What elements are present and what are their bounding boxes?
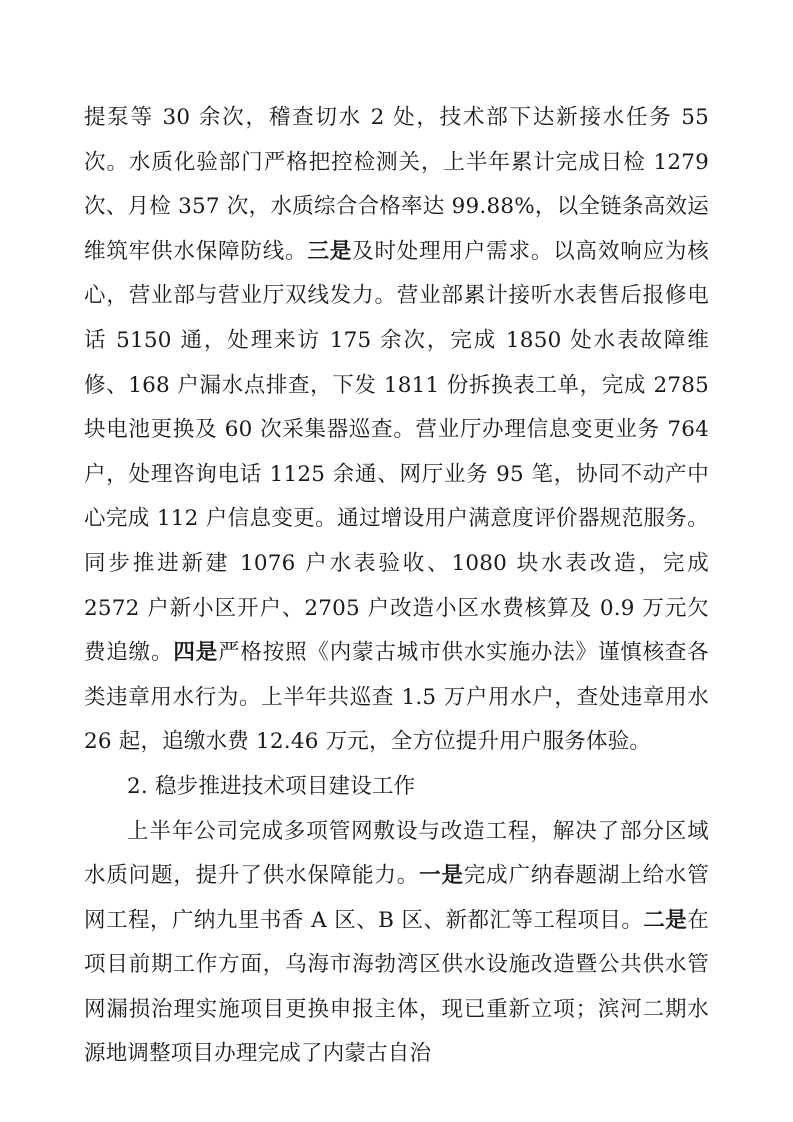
paragraph-text-7: 在项目前期工作方面，乌海市海勃湾区供水设施改造暨公共供水管网漏损治理实施项目更换申报主体，现已重新立项；滨河二期水源地调整项目办理完成了内蒙古自治: [84, 907, 709, 1067]
bold-lead-1: 一是: [419, 863, 464, 889]
document-body: [84, 96, 709, 1077]
paragraph-text-2: 及时处理用户需求。以高效响应为核心，营业部与营业厅双线发力。营业部累计接听水表售后报修电话 5150 通，处理来访 175 余次，完成 1850 处水表故障维修、168 户漏水点排查，下发 1811 份拆换表工单，完成 2785 块电池更换及 60 次采集器巡查。营业厅办理信息变更业务 764 户，处理咨询电话 1125 余通、网厅业务 95 笔，协同不动产中心完成 112 户信息变更。通过增设用户满意度评价器规范服务。同步推进新建 1076 户水表验收、1080 块水表改造，完成 2572 户新小区开户、2705 户改造小区水费核算及 0.9 万元欠费追缴。: [84, 238, 709, 666]
paragraph-text-5: 上半年公司完成多项管网敷设与改造工程，解决了部分区域水质问题，提升了供水保障能力。: [84, 818, 709, 889]
paragraph-text-4: 2. 稳步推进技术项目建设工作: [127, 773, 416, 799]
bold-lead-2: 二是: [643, 907, 688, 933]
paragraph-text-3: 严格按照《内蒙古城市供水实施办法》谨慎核查各类违章用水行为。上半年共巡查 1.5 万户用水户，查处违章用水 26 起，追缴水费 12.46 万元，全方位提升用户服务体验。: [84, 640, 709, 755]
paragraph-text-6: 完成广纳春题湖上给水管网工程，广纳九里书香 A 区、B 区、新都汇等工程项目。: [84, 863, 709, 933]
paragraph-heading-2: [84, 765, 709, 810]
bold-lead-3: 三是: [307, 238, 353, 264]
paragraph-block-3: [84, 810, 709, 1078]
paragraph-text-1: 提泵等 30 余次，稽查切水 2 处，技术部下达新接水任务 55 次。水质化验部门严格把控检测关，上半年累计完成日检 1279 次、月检 357 次，水质综合合格率达 99.88%，以全链条高效运维筑牢供水保障防线。: [84, 105, 709, 264]
paragraph-block-1: [84, 96, 709, 765]
bold-lead-4: 四是: [173, 640, 219, 666]
